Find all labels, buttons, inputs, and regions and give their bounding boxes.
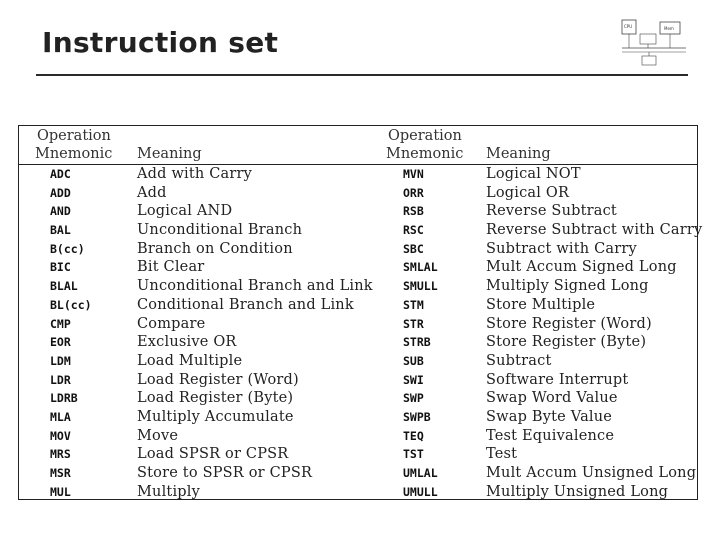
meaning-cell: Reverse Subtract bbox=[486, 203, 617, 220]
meaning-cell: Unconditional Branch bbox=[137, 222, 303, 239]
mnemonic-cell: SMULL bbox=[403, 279, 438, 294]
meaning-cell: Mult Accum Unsigned Long bbox=[486, 465, 697, 481]
meaning-cell: Conditional Branch and Link bbox=[137, 296, 354, 313]
header-mnemonic-line1-right: Operation bbox=[388, 128, 462, 144]
meaning-cell: Subtract with Carry bbox=[486, 240, 637, 257]
header-mnemonic-line2-left: Mnemonic bbox=[35, 146, 113, 162]
mnemonic-cell: MLA bbox=[50, 409, 71, 424]
meaning-cell: Move bbox=[137, 427, 179, 444]
left-meaning-column bbox=[137, 165, 373, 501]
meaning-cell: Swap Byte Value bbox=[486, 408, 613, 425]
meaning-cell: Swap Word Value bbox=[486, 390, 618, 407]
meaning-cell: Add with Carry bbox=[137, 166, 253, 182]
meaning-cell: Multiply bbox=[137, 483, 200, 500]
mnemonic-cell: SBC bbox=[403, 241, 424, 256]
mnemonic-cell: ADD bbox=[50, 185, 71, 200]
mnemonic-cell: MUL bbox=[50, 484, 71, 499]
right-mnemonic-column bbox=[403, 165, 438, 501]
meaning-cell: Bit Clear bbox=[137, 259, 205, 276]
mnemonic-cell: TEQ bbox=[403, 428, 424, 443]
mnemonic-cell: BAL bbox=[50, 223, 71, 238]
right-meaning-column bbox=[486, 165, 702, 501]
mnemonic-cell: BL(cc) bbox=[50, 297, 92, 312]
slide-title: Instruction set bbox=[42, 26, 279, 59]
title-underline bbox=[36, 74, 688, 76]
mnemonic-cell: LDR bbox=[50, 372, 71, 387]
diagram-label: Mem bbox=[664, 26, 674, 31]
mnemonic-cell: STRB bbox=[403, 335, 431, 350]
meaning-cell: Add bbox=[137, 184, 167, 201]
mnemonic-cell: MSR bbox=[50, 466, 71, 480]
mnemonic-cell: RSB bbox=[403, 204, 424, 219]
mnemonic-cell: SWI bbox=[403, 372, 424, 387]
meaning-cell: Software Interrupt bbox=[486, 371, 629, 388]
meaning-cell: Load Register (Byte) bbox=[137, 390, 294, 407]
meaning-cell: Subtract bbox=[486, 352, 552, 369]
mnemonic-cell: CMP bbox=[50, 316, 71, 331]
meaning-cell: Multiply Accumulate bbox=[137, 408, 294, 425]
meaning-cell: Logical NOT bbox=[486, 166, 581, 182]
meaning-cell: Store Register (Byte) bbox=[486, 334, 647, 351]
mnemonic-cell: MVN bbox=[403, 167, 424, 181]
mnemonic-cell: BLAL bbox=[50, 279, 78, 294]
meaning-cell: Load Register (Word) bbox=[137, 371, 299, 388]
header-mnemonic-line1-left: Operation bbox=[37, 128, 111, 144]
mnemonic-cell: ORR bbox=[403, 185, 424, 200]
mnemonic-cell: STM bbox=[403, 297, 424, 312]
header-meaning-right: Meaning bbox=[486, 146, 551, 162]
mnemonic-cell: STR bbox=[403, 316, 424, 331]
mnemonic-cell: ADC bbox=[50, 167, 71, 181]
meaning-cell: Reverse Subtract with Carry bbox=[486, 222, 703, 239]
meaning-cell: Exclusive OR bbox=[137, 334, 237, 351]
meaning-cell: Multiply Signed Long bbox=[486, 278, 649, 295]
mnemonic-cell: B(cc) bbox=[50, 241, 85, 256]
meaning-cell: Branch on Condition bbox=[137, 240, 293, 257]
mnemonic-cell: LDRB bbox=[50, 391, 78, 406]
mnemonic-cell: UMULL bbox=[403, 484, 438, 499]
diagram-block-bottom bbox=[642, 56, 656, 65]
meaning-cell: Mult Accum Signed Long bbox=[486, 259, 677, 276]
mnemonic-cell: EOR bbox=[50, 335, 71, 350]
meaning-cell: Store Register (Word) bbox=[486, 315, 652, 332]
meaning-cell: Store to SPSR or CPSR bbox=[137, 465, 313, 481]
mnemonic-cell: SMLAL bbox=[403, 260, 438, 275]
meaning-cell: Logical AND bbox=[137, 203, 233, 220]
mnemonic-cell: SUB bbox=[403, 353, 424, 368]
mnemonic-cell: TST bbox=[403, 447, 424, 462]
diagram-block-mid bbox=[640, 34, 656, 44]
mnemonic-cell: MRS bbox=[50, 447, 71, 462]
mnemonic-cell: RSC bbox=[403, 223, 424, 238]
left-mnemonic-column bbox=[50, 165, 92, 501]
mnemonic-cell: SWPB bbox=[403, 409, 431, 424]
mnemonic-cell: LDM bbox=[50, 353, 71, 368]
mnemonic-cell: MOV bbox=[50, 428, 71, 443]
diagram-label: CPU bbox=[624, 24, 633, 29]
meaning-cell: Logical OR bbox=[486, 184, 570, 201]
meaning-cell: Unconditional Branch and Link bbox=[137, 278, 373, 295]
system-diagram-thumbnail bbox=[620, 18, 688, 68]
header-meaning-left: Meaning bbox=[137, 146, 202, 162]
mnemonic-cell: AND bbox=[50, 204, 71, 219]
meaning-cell: Load SPSR or CPSR bbox=[137, 446, 289, 463]
meaning-cell: Test Equivalence bbox=[486, 427, 615, 444]
mnemonic-cell: SWP bbox=[403, 391, 424, 406]
meaning-cell: Test bbox=[486, 446, 518, 463]
meaning-cell: Store Multiple bbox=[486, 296, 596, 313]
mnemonic-cell: UMLAL bbox=[403, 466, 438, 480]
mnemonic-cell: BIC bbox=[50, 260, 71, 275]
header-mnemonic-line2-right: Mnemonic bbox=[386, 146, 464, 162]
meaning-cell: Compare bbox=[137, 315, 206, 332]
meaning-cell: Multiply Unsigned Long bbox=[486, 483, 669, 500]
meaning-cell: Load Multiple bbox=[137, 352, 243, 369]
